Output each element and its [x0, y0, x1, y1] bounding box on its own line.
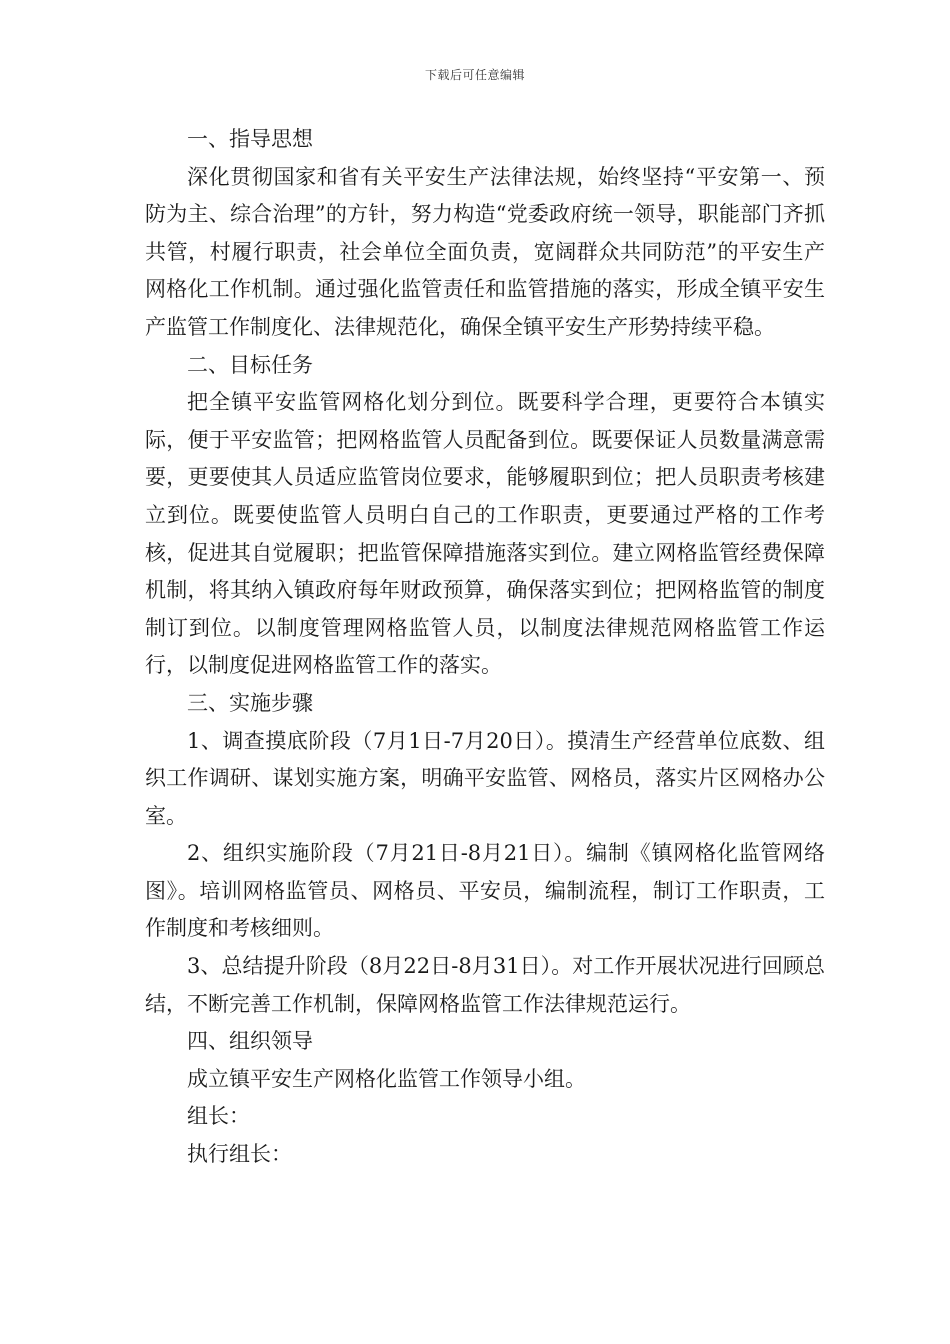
paragraph-step-3: 3、总结提升阶段（8月22日-8月31日）。对工作开展状况进行回顾总结，不断完善工作机制，保障网格监管工作法律规范运行。: [145, 954, 825, 1016]
paragraph-step-2: 2、组织实施阶段（7月21日-8月21日）。编制《镇网格化监管网络图》。培训网格监管员、网格员、平安员，编制流程，制订工作职责，工作制度和考核细则。: [145, 841, 825, 941]
paragraph-leadership-group: 成立镇平安生产网格化监管工作领导小组。: [187, 1066, 586, 1091]
paragraph-group-leader: 组长：: [187, 1104, 250, 1129]
section-heading-implementation-steps: 三、实施步骤: [187, 690, 313, 715]
section-heading-goals-tasks: 二、目标任务: [187, 352, 313, 377]
paragraph-guiding-ideology: 深化贯彻国家和省有关平安生产法律法规，始终坚持“平安第一、预防为主、综合治理”的方针，努力构造“党委政府统一领导，职能部门齐抓共管，村履行职责，社会单位全面负责，宽阔群众共同防范”的平安生产网格化工作机制。通过强化监管责任和监管措施的落实，形成全镇平安生产监管工作制度化、法律规范化，确保全镇平安生产形势持续平稳。: [145, 164, 825, 339]
paragraph-step-1: 1、调查摸底阶段（7月1日-7月20日）。摸清生产经营单位底数、组织工作调研、谋划实施方案，明确平安监管、网格员，落实片区网格办公室。: [145, 728, 825, 828]
header-note: 下载后可任意编辑: [424, 68, 525, 82]
section-heading-guiding-ideology: 一、指导思想: [187, 127, 313, 151]
paragraph-executive-group-leader: 执行组长：: [187, 1142, 292, 1167]
paragraph-goals-tasks: 把全镇平安监管网格化划分到位。既要科学合理，更要符合本镇实际，便于平安监管；把网格监管人员配备到位。既要保证人员数量满意需要，更要使其人员适应监管岗位要求，能够履职到位；把人员职责考核建立到位。既要使监管人员明白自己的工作职责，更要通过严格的工作考核，促进其自觉履职；把监管保障措施落实到位。建立网格监管经费保障机制，将其纳入镇政府每年财政预算，确保落实到位；把网格监管的制度制订到位。以制度管理网格监管人员，以制度法律规范网格监管工作运行，以制度促进网格监管工作的落实。: [145, 390, 825, 678]
document-body: [145, 121, 825, 1174]
section-heading-organization-leadership: 四、组织领导: [187, 1029, 313, 1054]
